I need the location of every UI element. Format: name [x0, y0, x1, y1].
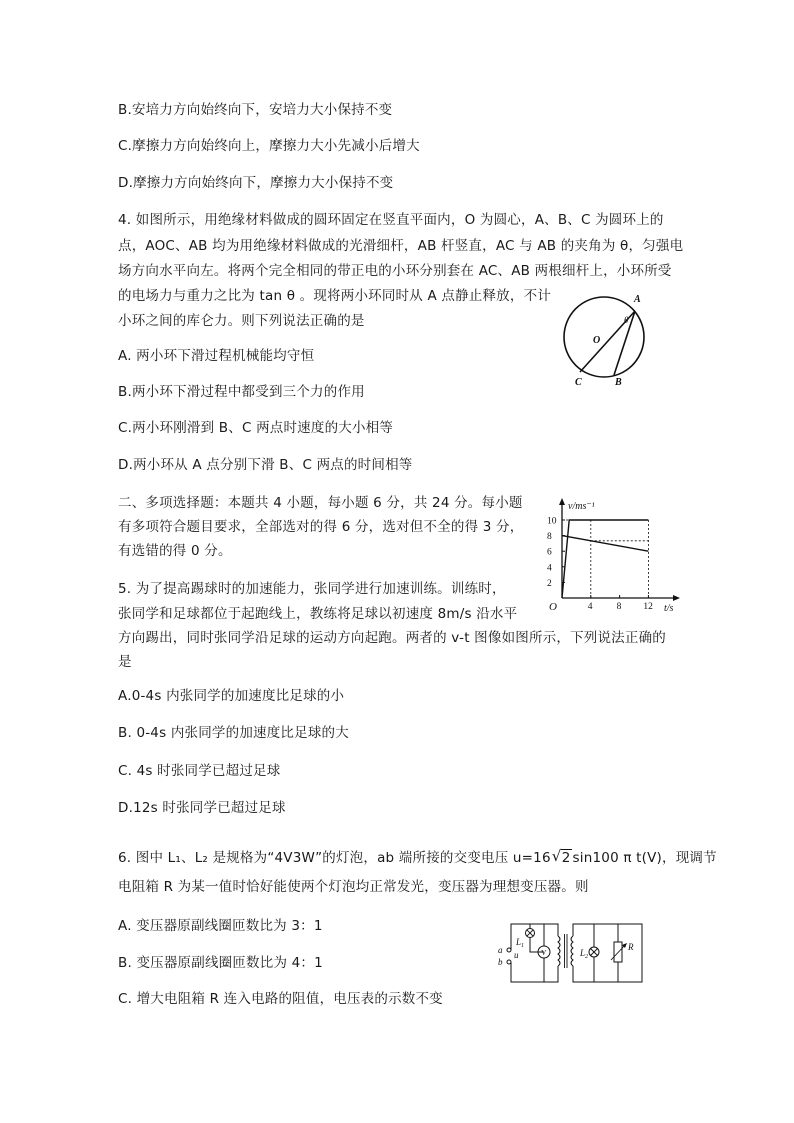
label-u: u	[514, 950, 519, 960]
label-b: B	[615, 377, 622, 388]
y-tick-label: 2	[547, 578, 552, 589]
q6-option-c: C. 增大电阻箱 R 连入电路的阻值，电压表的示数不变	[118, 991, 443, 1007]
terminal-a	[507, 948, 511, 952]
x-tick-label: 4	[587, 602, 593, 612]
q5-option-a: A.0-4s 内张同学的加速度比足球的小	[118, 688, 345, 704]
x-axis-label: t/s	[664, 603, 674, 614]
q5-option-c: C. 4s 时张同学已超过足球	[118, 763, 281, 779]
q4-stem-line-4: 的电场力与重力之比为 tan θ 。现将两小环同时从 A 点静止释放，不计	[118, 288, 551, 304]
y-tick-label: 8	[547, 532, 552, 543]
q5-option-d: D.12s 时张同学已超过足球	[118, 800, 286, 816]
ring	[564, 297, 644, 377]
sqrt-expression: √ 2	[551, 847, 571, 866]
label-o: O	[593, 335, 601, 346]
section2-line-2: 有多项符合题目要求，全部选对的得 6 分，选对但不全的得 3 分，	[118, 519, 524, 535]
q4-circle-figure	[552, 288, 658, 388]
label-l2: $L_2$	[580, 948, 589, 960]
label-l1: $L_1$	[516, 937, 525, 949]
sqrt-argument: 2	[561, 850, 571, 866]
primary-coil	[558, 936, 560, 966]
label-a: A	[634, 294, 641, 305]
q3-option-d: D.摩擦力方向始终向下，摩擦力大小保持不变	[118, 175, 394, 191]
q6-option-a: A. 变压器原副线圈匝数比为 3：1	[118, 918, 323, 934]
q3-option-c: C.摩擦力方向始终向上，摩擦力大小先减小后增大	[118, 138, 420, 154]
q4-option-d: D.两小环从 A 点分别下滑 B、C 两点的时间相等	[118, 457, 413, 473]
q5-stem-line-3: 方向踢出，同时张同学沿足球的运动方向起跑。两者的 v-t 图像如图所示，下列说法正确的	[118, 630, 666, 646]
q5-option-b: B. 0-4s 内张同学的加速度比足球的大	[118, 725, 349, 741]
q5-stem-line-1: 5. 为了提高踢球时的加速能力，张同学进行加速训练。训练时，	[118, 581, 506, 597]
q6-option-b: B. 变压器原副线圈匝数比为 4：1	[118, 955, 323, 971]
q6-stem-part-b: sin100 π t(V)，现调节	[572, 850, 717, 866]
q6-stem-line-2: 电阻箱 R 为某一值时恰好能使两个灯泡均正常发光，变压器为理想变压器。则	[118, 879, 589, 895]
q5-stem-line-2: 张同学和足球都位于起跑线上，教练将足球以初速度 8m/s 沿水平	[118, 606, 518, 622]
x-tick-label: 8	[616, 602, 622, 612]
origin-label: O	[549, 601, 557, 613]
series-student	[562, 520, 648, 598]
q6-stem-part-a: 6. 图中 L₁、L₂ 是规格为“4V3W”的灯泡，ab 端所接的交变电压 u=16	[118, 850, 551, 866]
y-axis-label: v/ms⁻¹	[568, 501, 595, 512]
terminal-b	[507, 960, 511, 964]
q4-option-b: B.两小环下滑过程中都受到三个力的作用	[118, 384, 365, 400]
q4-stem-line-3: 场方向水平向左。将两个完全相同的带正电的小环分别套在 AC、AB 两根细杆上，小环所受	[118, 263, 672, 279]
q6-stem-line-1	[118, 848, 717, 868]
label-theta: θ	[624, 315, 629, 325]
label-c: C	[575, 377, 582, 388]
q6-circuit-diagram	[492, 912, 662, 990]
y-tick-label: 10	[547, 516, 557, 527]
q3-option-b: B.安培力方向始终向下，安培力大小保持不变	[118, 102, 393, 118]
y-axis-arrow	[559, 498, 565, 505]
y-tick-label: 4	[547, 563, 552, 574]
q4-stem-line-5: 小环之间的库仑力。则下列说法正确的是	[118, 313, 365, 329]
x-axis-arrow	[673, 595, 680, 601]
q4-stem-line-2: 点，AOC、AB 均为用绝缘材料做成的光滑细杆，AB 杆竖直，AC 与 AB 的夹角为 θ，匀强电	[118, 238, 684, 254]
section2-line-3: 有选错的得 0 分。	[118, 543, 232, 559]
section2-line-1: 二、多项选择题：本题共 4 小题，每小题 6 分，共 24 分。每小题	[118, 495, 523, 511]
q4-stem-line-1: 4. 如图所示，用绝缘材料做成的圆环固定在竖直平面内，O 为圆心，A、B、C 为圆环上的	[118, 212, 664, 228]
primary-bottom-wire	[511, 962, 552, 982]
label-b: b	[498, 957, 503, 967]
voltmeter-label: V	[541, 948, 547, 957]
x-tick-label: 12	[643, 602, 653, 612]
secondary-coil	[571, 936, 573, 966]
label-a: a	[498, 945, 503, 955]
q4-option-a: A. 两小环下滑过程机械能均守恒	[118, 348, 315, 364]
series-ball	[562, 536, 648, 552]
q5-vt-graph	[538, 494, 688, 616]
q5-stem-line-4: 是	[118, 654, 132, 670]
q4-option-c: C.两小环刚滑到 B、C 两点时速度的大小相等	[118, 420, 394, 436]
label-r: R	[628, 942, 634, 952]
y-tick-label: 6	[547, 547, 552, 558]
